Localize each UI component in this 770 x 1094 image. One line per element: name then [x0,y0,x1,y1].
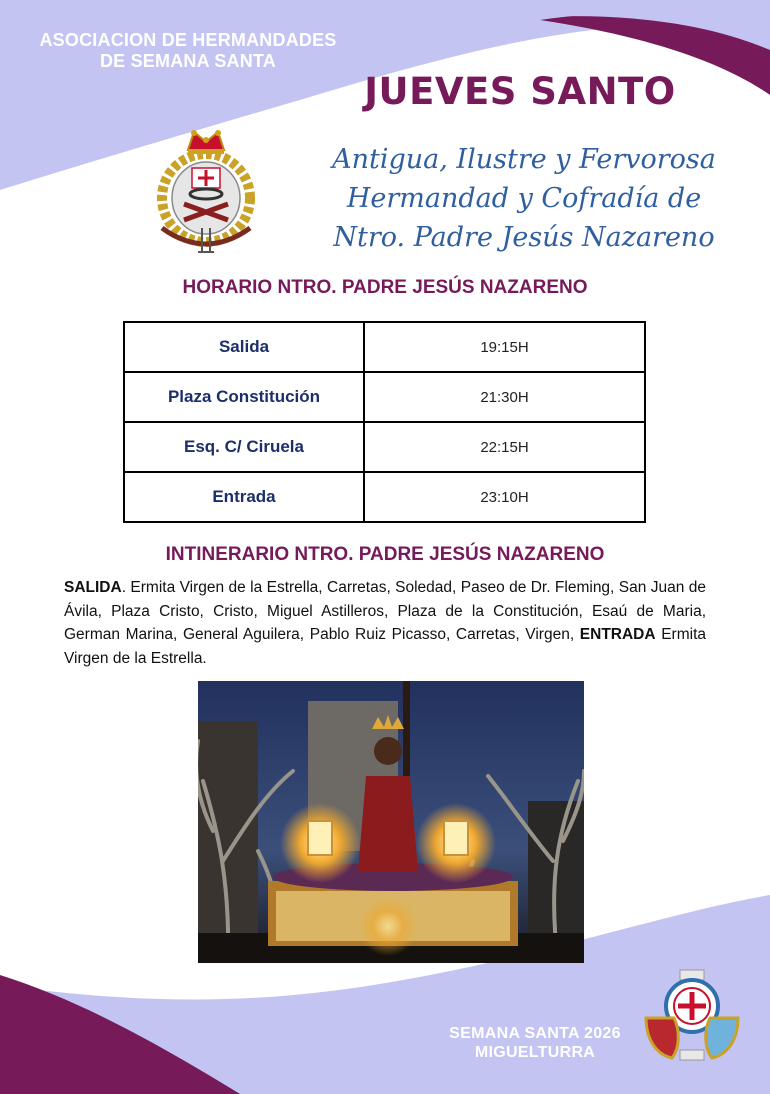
route-start-text: . Ermita Virgen de la Estrella, Carretas, Soledad, Paseo de Dr. Fleming, San Juan de Ávila, Plaza Cristo, Cristo, Miguel Astilleros, Plaza de la Constitución, Esaú de Maria, German Marina, General Aguilera, Pablo Ruiz Picasso, Carretas, Virgen, [64,579,706,643]
association-line-2: DE SEMANA SANTA [99,51,276,71]
footer-line-2: MIGUELTURRA [474,1044,596,1061]
route-start-label: SALIDA [64,579,122,596]
association-name [18,30,358,72]
page-title: JUEVES SANTO [364,70,676,113]
schedule-place: Salida [124,322,364,372]
schedule-table [123,321,646,523]
schedule-place: Esq. C/ Ciruela [124,422,364,472]
schedule-place: Entrada [124,472,364,522]
schedule-time: 23:10H [364,472,645,522]
association-crest-icon [640,966,744,1066]
table-row [124,422,645,472]
footer-line-1: SEMANA SANTA 2026 [449,1025,621,1042]
route-title: INTINERARIO NTRO. PADRE JESÚS NAZARENO [165,544,605,565]
footer-event [425,1024,645,1062]
association-line-1: ASOCIACION DE HERMANDADES [39,30,337,50]
route-description [64,576,706,670]
crown-crest-icon [148,128,264,254]
brotherhood-line-1: Antigua, Ilustre y Fervorosa [332,144,716,175]
schedule-place: Plaza Constitución [124,372,364,422]
procession-photo [198,681,584,963]
brotherhood-name [300,140,748,257]
schedule-time: 21:30H [364,372,645,422]
schedule-title: HORARIO NTRO. PADRE JESÚS NAZARENO [182,277,588,298]
table-row [124,372,645,422]
route-end-label: ENTRADA [579,626,656,643]
route-end-text: Ermita Virgen de la Estrella. [64,626,706,667]
schedule-time: 22:15H [364,422,645,472]
brotherhood-line-3: Ntro. Padre Jesús Nazareno [333,222,715,253]
table-row [124,472,645,522]
schedule-time: 19:15H [364,322,645,372]
brotherhood-line-2: Hermandad y Cofradía de [346,183,702,214]
table-row [124,322,645,372]
